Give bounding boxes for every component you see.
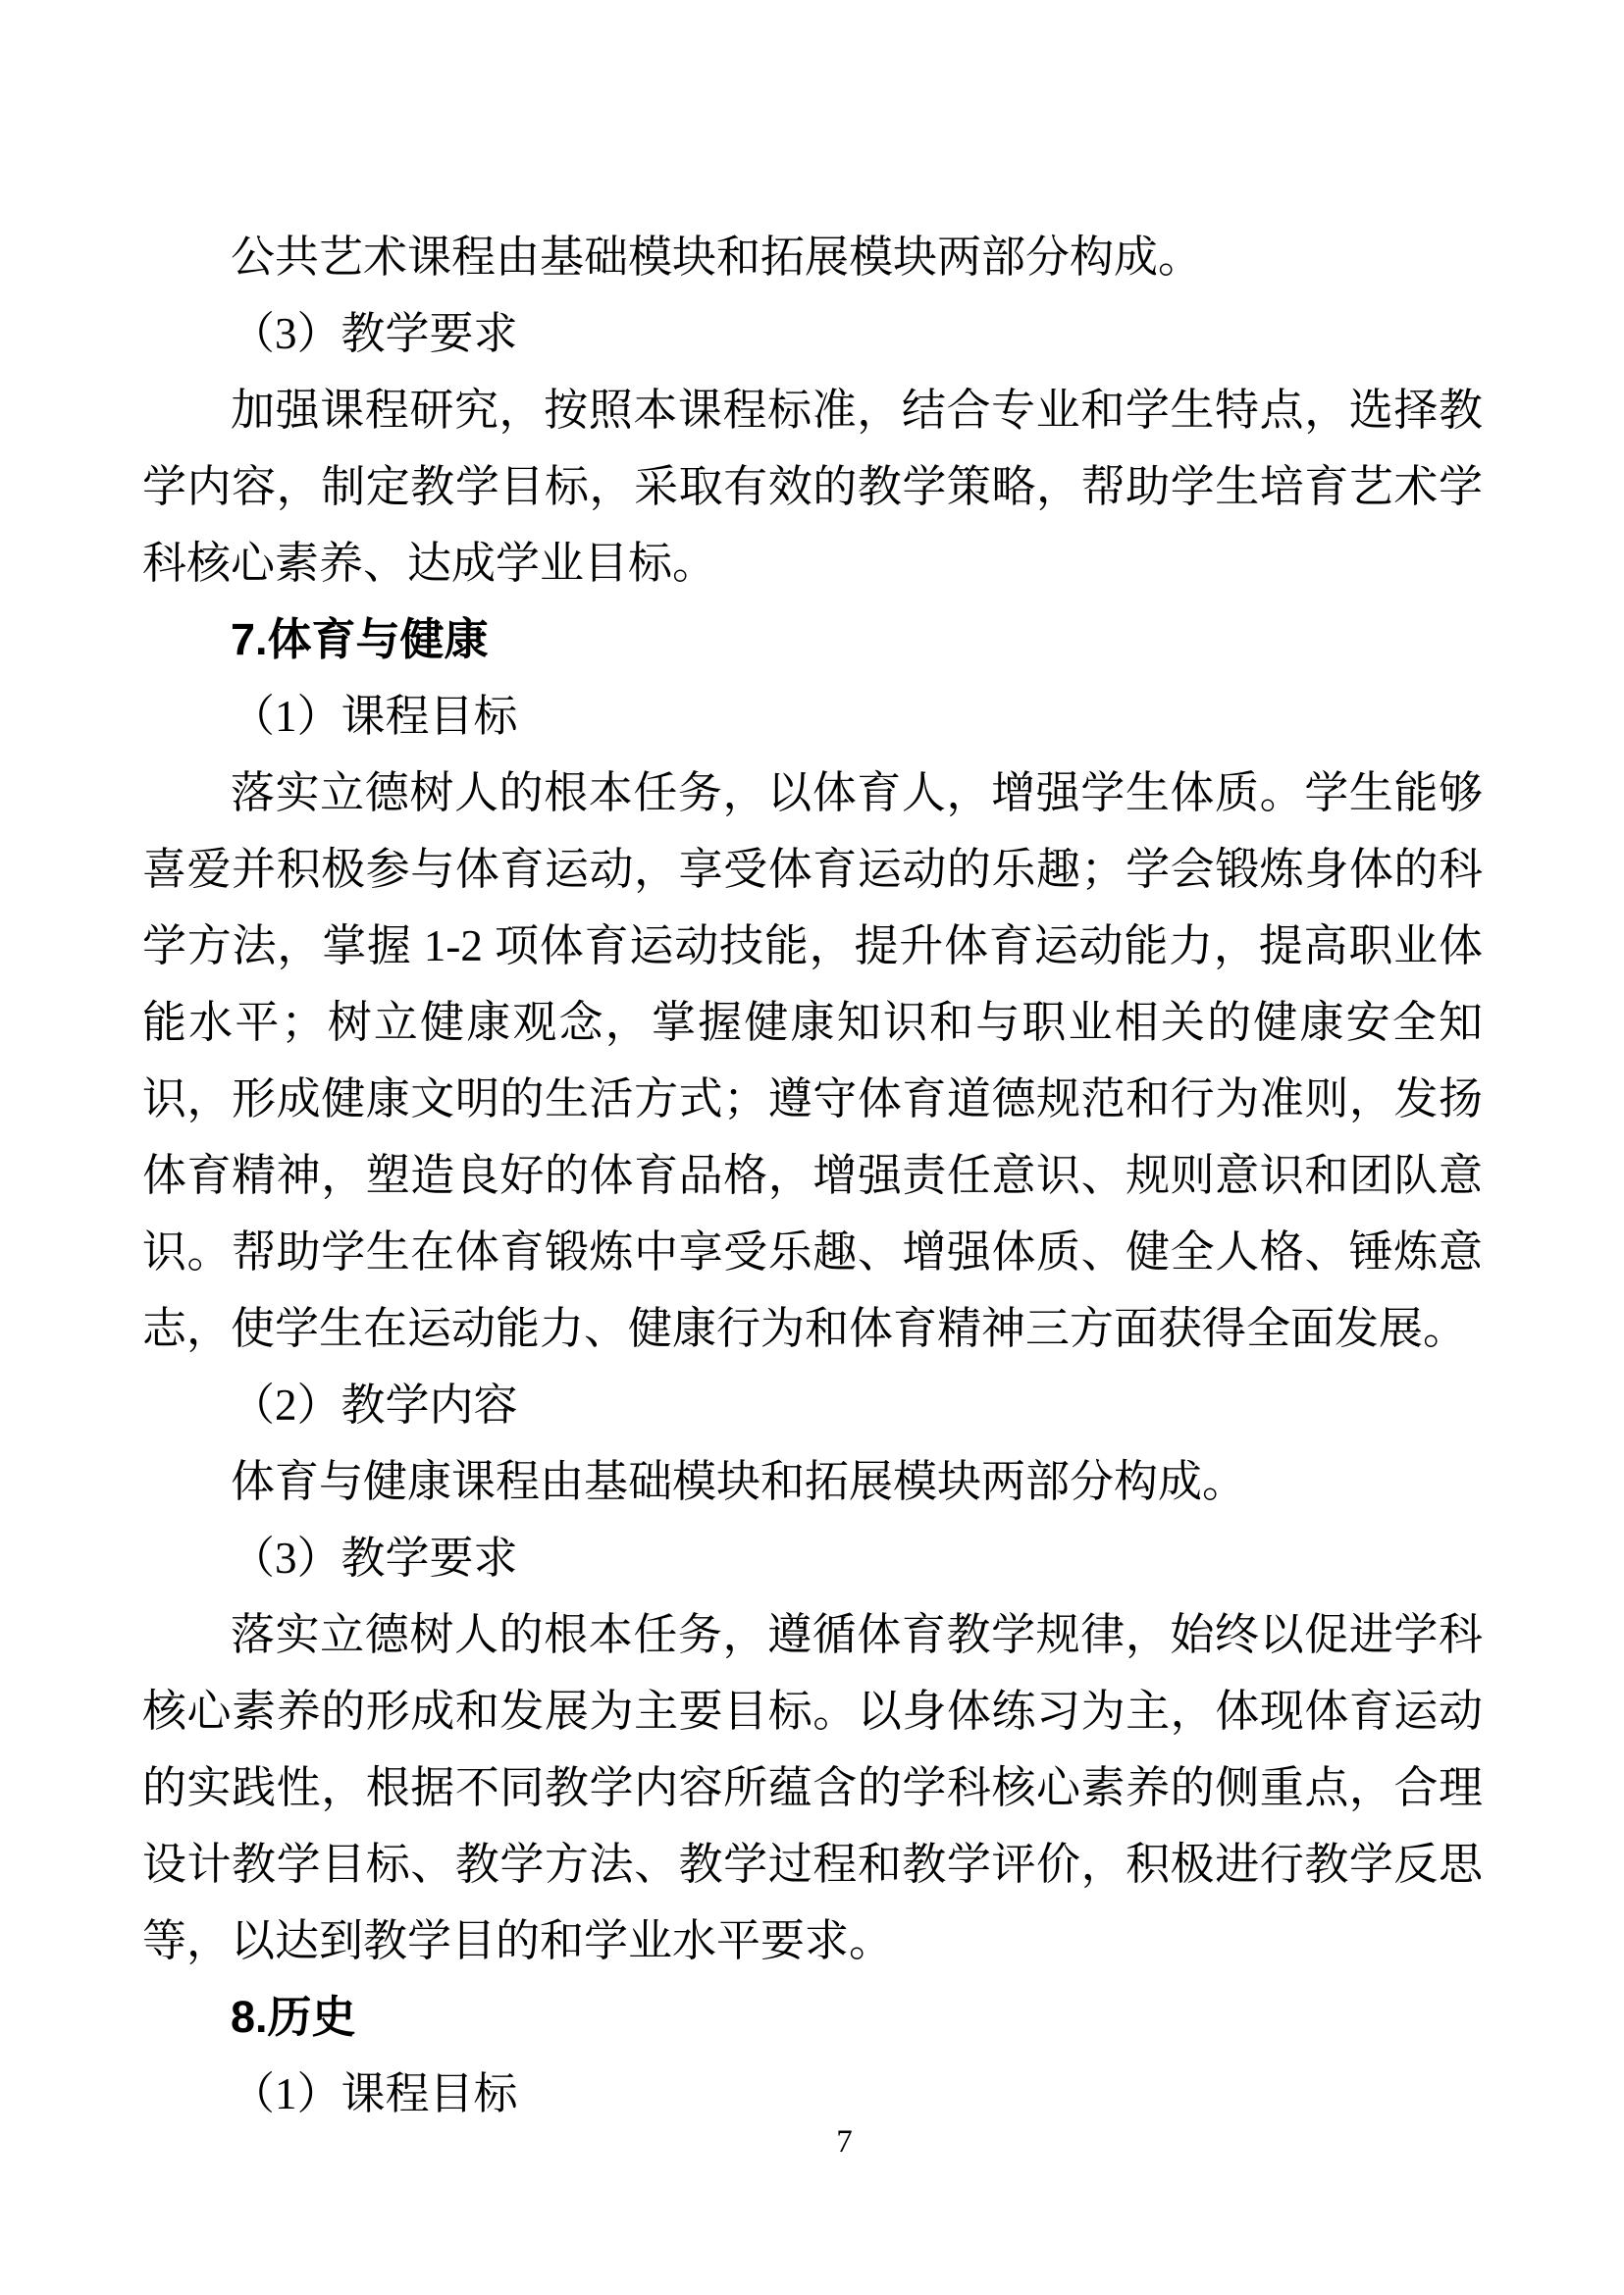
- paragraph: 落实立德树人的根本任务，以体育人，增强学生体质。学生能够喜爱并积极参与体育运动，享受体育运动的乐趣；学会锻炼身体的科学方法，掌握 1-2 项体育运动技能，提升体育运动能力，提高职业体能水平；树立健康观念，掌握健康知识和与职业相关的健康安全知识，形成健康文明的生活方式；遵守体育道德规范和行为准则，发扬体育精神，塑造良好的体育品格，增强责任意识、规则意识和团队意识。帮助学生在体育锻炼中享受乐趣、增强体质、健全人格、锤炼意志，使学生在运动能力、健康行为和体育精神三方面获得全面发展。: [142, 768, 1483, 1353]
- section-heading: 8.历史: [231, 1992, 356, 2042]
- paragraph: （2）教学内容: [231, 1381, 518, 1430]
- paragraph: （3）教学要求: [231, 1534, 518, 1583]
- paragraph: 落实立德树人的根本任务，遵循体育教学规律，始终以促进学科核心素养的形成和发展为主要目标。以身体练习为主，体现体育运动的实践性，根据不同教学内容所蕴含的学科核心素养的侧重点，合理设计教学目标、教学方法、教学过程和教学评价，积极进行教学反思等，以达到教学目的和学业水平要求。: [142, 1610, 1483, 1965]
- paragraph: （1）课程目标: [231, 692, 518, 741]
- paragraph: 加强课程研究，按照本课程标准，结合专业和学生特点，选择教学内容，制定教学目标，采取有效的教学策略，帮助学生培育艺术学科核心素养、达成学业目标。: [142, 386, 1483, 588]
- paragraph: （3）教学要求: [231, 309, 518, 358]
- paragraph: 体育与健康课程由基础模块和拓展模块两部分构成。: [231, 1457, 1247, 1506]
- document-body: [142, 219, 1483, 2132]
- page-number: 7: [836, 2124, 853, 2160]
- section-heading: 7.体育与健康: [231, 614, 489, 664]
- paragraph: 公共艺术课程由基础模块和拓展模块两部分构成。: [231, 233, 1203, 282]
- paragraph: （1）课程目标: [231, 2069, 518, 2118]
